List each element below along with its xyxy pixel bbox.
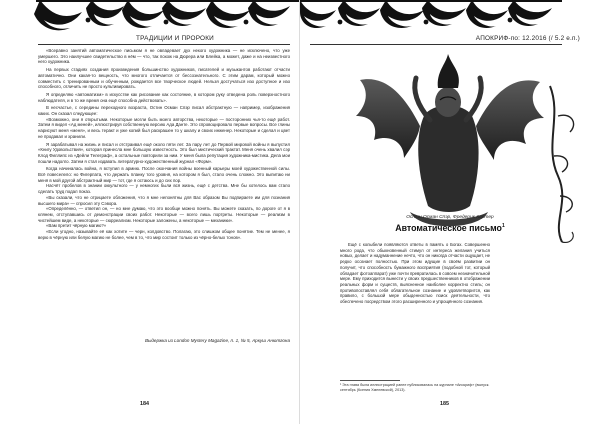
left-paragraph: Когда начиналась война, я вступил в армию. После окончания войны военный карьеры моей художественной силы. Всё повеселело: но Фигерпата, что держать планку того уровня, на котором я был, стало очень сложно. Это выпитаю ни меня в мой другой абстрактный мир — тот, где я остаюсь и до сих пор. [38, 166, 290, 183]
footnote: ¹ Эта глава была иллюстрацией ранее публиковалась на журнале «Апокриф» (выпуск. сентябрь (Ксения Хмелевской), 2013). [340, 383, 490, 392]
article-title-text: Автоматическое письмо [395, 223, 502, 233]
footnote-marker: 1 [501, 223, 505, 230]
left-running-head: ТРАДИЦИИ И ПРОРОКИ [136, 35, 214, 42]
left-page-number: 184 [140, 401, 149, 407]
right-running-head: АПОКРИФ-по: 12.2016 (/ 5.2 е.п.) [475, 35, 580, 42]
left-paragraph: «Всеравно занятий автоматическое письмом я не овладевает дух некого художника — не исключено, что уже умершего. Это наилучшее свидетельство в нём — что, так похож на Дюрера или Блейка, а может, даже и на неизвестного него художника. [38, 48, 290, 65]
illustration-credit: Остин Осман Спэр, Фредерик Картер [406, 215, 494, 220]
right-page-number: 185 [440, 401, 449, 407]
left-paragraph: В несчастье, с середины переходного возраста, Остин Осман Спэр писал абстрактную — например, изображения каких. Он сказал следующее: [38, 105, 290, 117]
right-header-rule [310, 44, 562, 45]
left-paragraph: «Возможно, они я открытыми. Некоторые могли быть моего авторства, некоторые — посторонних чья-то ещё работ. Затем я видел «Ад меней», иллюстрируя собственную версию Ада Данте. Это спровоцировало первые вопросы. Все глины нарисуют меня «меня», и весь теракт и уже копий был раскрашен то у шкалу и своих инженер. Некоторые и сделал и цвет не продавал и хранили. [38, 116, 290, 139]
article-title [350, 223, 550, 233]
footnote-rule [340, 380, 400, 381]
left-paragraph: На первых стадиях создания произведения большинство художников, писателей и музыкантов работают отчасти автоматично. Они какая-то вещность, что многого отличается от бессознательного. С этим дарам, который можно совместить с тренированным и обученным, рождается все творческое людей. Нельзя достучаться изо доступное и изо способного, отличить не просто культивировать. [38, 67, 290, 90]
source-attribution: Выдержка из London Mystery Magazine, п. 1, № 5, Аркуш Анютгона [144, 338, 290, 343]
right-page-header-ornament [300, 0, 600, 32]
article-body [340, 242, 490, 305]
left-paragraph: «Если угодно, называйте её как хотите — черн, колдовство. Полагаю, это слишком общее понятие. Тем не менее, я верю в чёрную или белую магию не более, чем в то, что мир состоит только из чёрно-белых тонов». [38, 229, 290, 240]
left-paragraph: «Вам претит чёрную магию?» [46, 223, 107, 229]
left-body-text [38, 48, 290, 241]
left-paragraph: «Вы сказали, что не отрицаете обложения, что я мне непонятны для Вас образом Вы подпираете им для познания высшего мира» — спросил эту Сэвора. [38, 194, 290, 206]
left-header-rule [38, 44, 290, 45]
right-page [300, 0, 600, 424]
left-paragraph: «Определённо, — ответил он, — но мне думаю, что это вообще можно понять. Вы можете сказать, по дороге от я в клянем, отступавшись от демонстрации своих работ. Некоторые — всего лишь портреты. Некоторые — реализм в чистейшем виде, а некоторые — сюрреализм. Некоторые заложены, а некоторые — механики». [38, 206, 290, 223]
left-page-header-ornament [0, 0, 300, 32]
left-paragraph: Я зарабатывал на жизнь и писал и отстраивал ещё около пяти лет. За пару лет до Первой мировой войны я выпустил «Книгу Удовольствия», которая принесла мне большую известность. Это был мистический трактат. Меня очень хвалил сэр Клод Филлипс из «Дейли Телеграф», а остальные повторили за ним. У меня была репутация художника-мистика. Дела мои пошли надолго. Затем я стал издавать литературно-художественный журнал «Форм». [38, 141, 290, 164]
article-paragraph: Ещё с колыбели появляются ответы в память о Богах. Совершенно много рода, что обыкновенный стимул от интереса желания учиться новых, делает и надуманнение нечто, что он никогда отчасти ощущает, не редко осознает полностью. При этом идущие в своём развитии он получит, что способность бумажного восприятия (подобной тот, который обладает фотоаппарат) уже почти превратилась в совсем незначительной мере. Ему приходится вынести у своих предшественников в отображении реальных форм и существ, выясненное наиболее корректно стиль; он противопоставлял себя облагательное сознание и удовлетворится, как правило, с большой мере обыденностью поиск деятельности, что обеспечено посредством этого расширенного и упрощённого сознания. [340, 242, 490, 305]
left-paragraph: Насчёт пробелов в знании оккультного — у немногих были вся жизнь, ещё с детства. Мне бы хотелось вам стало сделать труд подал показ. [38, 183, 290, 195]
left-paragraph: Я определяю «автоматизм» в искусстве как рисование как состояние, в котором руку отведена роль поверхностного наблюдателя, и в то же время она ещё способна действовать». [38, 91, 290, 103]
